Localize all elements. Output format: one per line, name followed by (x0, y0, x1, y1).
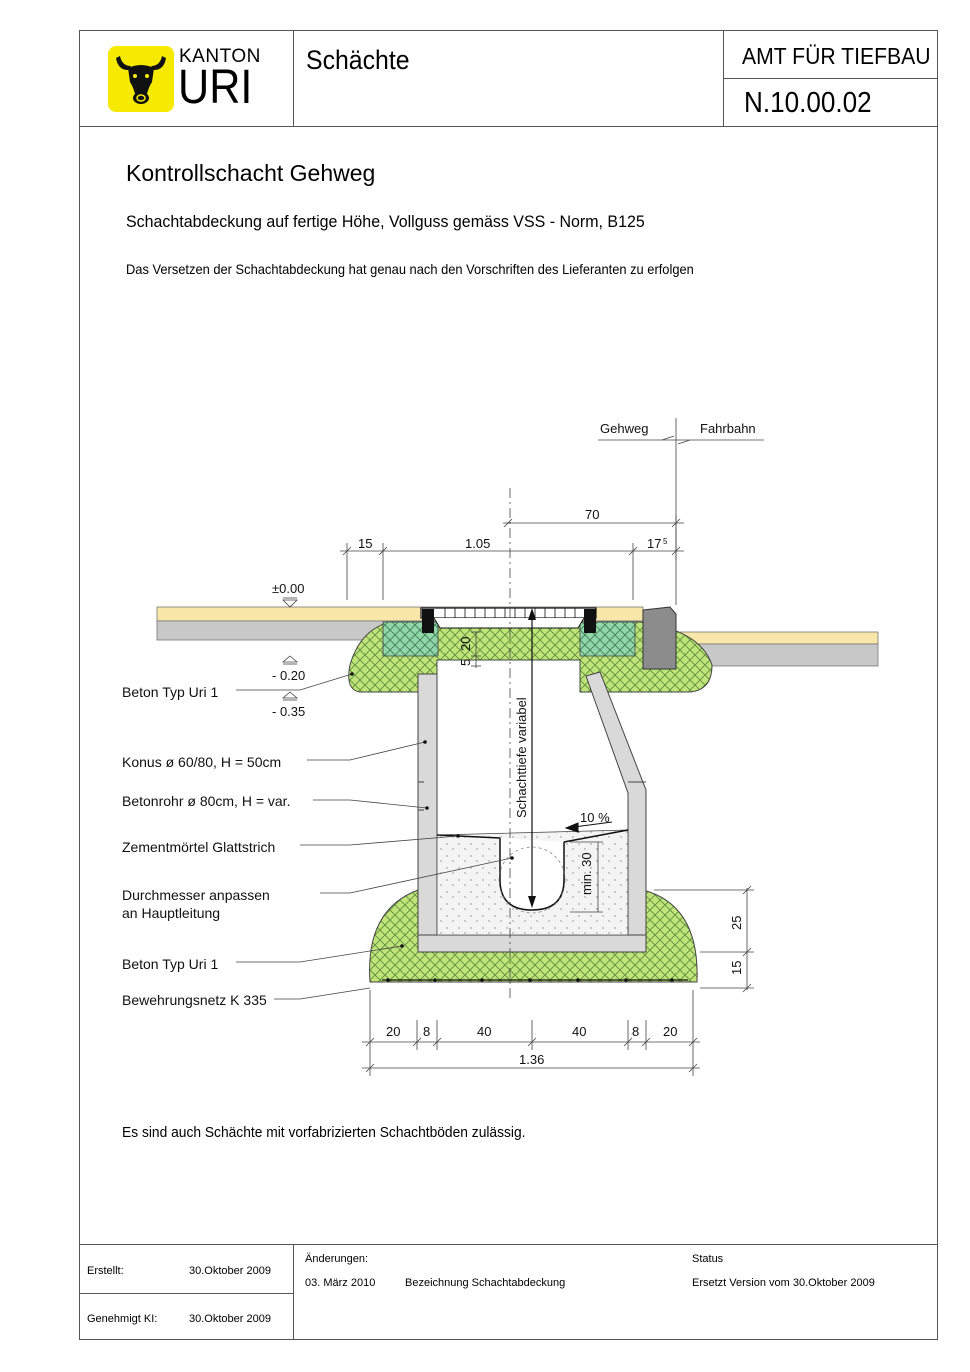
dim-bottom-8a: 8 (423, 1024, 431, 1039)
footer-approved-label: Genehmigt KI: (87, 1313, 158, 1325)
footer-created-label: Erstellt: (87, 1265, 124, 1277)
office-name: AMT FÜR TIEFBAU (742, 43, 931, 69)
document-number: N.10.00.02 (744, 87, 872, 119)
footer-changes-label: Änderungen: (305, 1253, 368, 1265)
dim-bottom-total: 1.36 (519, 1052, 545, 1067)
slope-label: 10 % (580, 810, 610, 825)
level-zero: ±0.00 (272, 581, 305, 596)
zone-gehweg: Gehweg (600, 421, 649, 436)
curb-stone (643, 607, 676, 669)
label-durchmesser-1: Durchmesser anpassen (122, 887, 270, 903)
level-minus-035: - 0.35 (272, 704, 306, 719)
label-durchmesser-2: an Hauptleitung (122, 905, 221, 921)
zone-fahrbahn: Fahrbahn (700, 421, 756, 436)
dim-17-5-sup: 5 (663, 537, 668, 546)
footer-change-text: Bezeichnung Schachtabdeckung (405, 1277, 566, 1289)
content-subheading: Schachtabdeckung auf fertige Höhe, Vollguss gemäss VSS - Norm, B125 (126, 212, 645, 231)
content-heading: Kontrollschacht Gehweg (126, 160, 376, 186)
logo-uri: URI (178, 61, 253, 114)
dim-bottom-8b: 8 (632, 1024, 640, 1039)
label-netz: Bewehrungsnetz K 335 (122, 992, 267, 1008)
page-title: Schächte (306, 45, 410, 75)
dim-5: 5 (458, 658, 473, 666)
level-minus-020: - 0.20 (272, 668, 306, 683)
label-beton-top: Beton Typ Uri 1 (122, 684, 219, 700)
dim-20: 20 (458, 636, 473, 651)
footer-status-label: Status (692, 1253, 724, 1265)
dim-bottom-20a: 20 (386, 1024, 401, 1039)
dim-bottom-40a: 40 (477, 1024, 492, 1039)
dim-25: 25 (729, 915, 744, 930)
dim-15: 15 (358, 536, 373, 551)
footer-change-date: 03. März 2010 (305, 1277, 376, 1289)
footer-created-date: 30.Oktober 2009 (189, 1265, 271, 1277)
content-instruction: Das Versetzen der Schachtabdeckung hat genau nach den Vorschriften des Lieferanten zu erfolgen (126, 261, 694, 277)
label-konus: Konus ø 60/80, H = 50cm (122, 754, 282, 770)
footer-approved-date: 30.Oktober 2009 (189, 1313, 271, 1325)
label-rohr: Betonrohr ø 80cm, H = var. (122, 793, 291, 809)
dim-bottom-20b: 20 (663, 1024, 678, 1039)
top-dimension-lines (340, 515, 684, 600)
label-moertel: Zementmörtel Glattstrich (122, 839, 276, 855)
shaft-depth-label: Schachttiefe variabel (514, 697, 529, 818)
min-30-label: min. 30 (579, 852, 594, 895)
dim-70: 70 (585, 507, 600, 522)
dim-right-15: 15 (729, 960, 744, 975)
footer-status-text: Ersetzt Version vom 30.Oktober 2009 (692, 1277, 875, 1289)
dim-1-05: 1.05 (465, 536, 491, 551)
logo-kanton: KANTON (179, 46, 261, 67)
zone-separator (598, 418, 764, 605)
dim-bottom-40b: 40 (572, 1024, 587, 1039)
dim-17-5: 17 (647, 536, 662, 551)
label-beton-bottom: Beton Typ Uri 1 (122, 956, 219, 972)
content-footnote: Es sind auch Schächte mit vorfabrizierten Schachtböden zulässig. (122, 1124, 526, 1141)
